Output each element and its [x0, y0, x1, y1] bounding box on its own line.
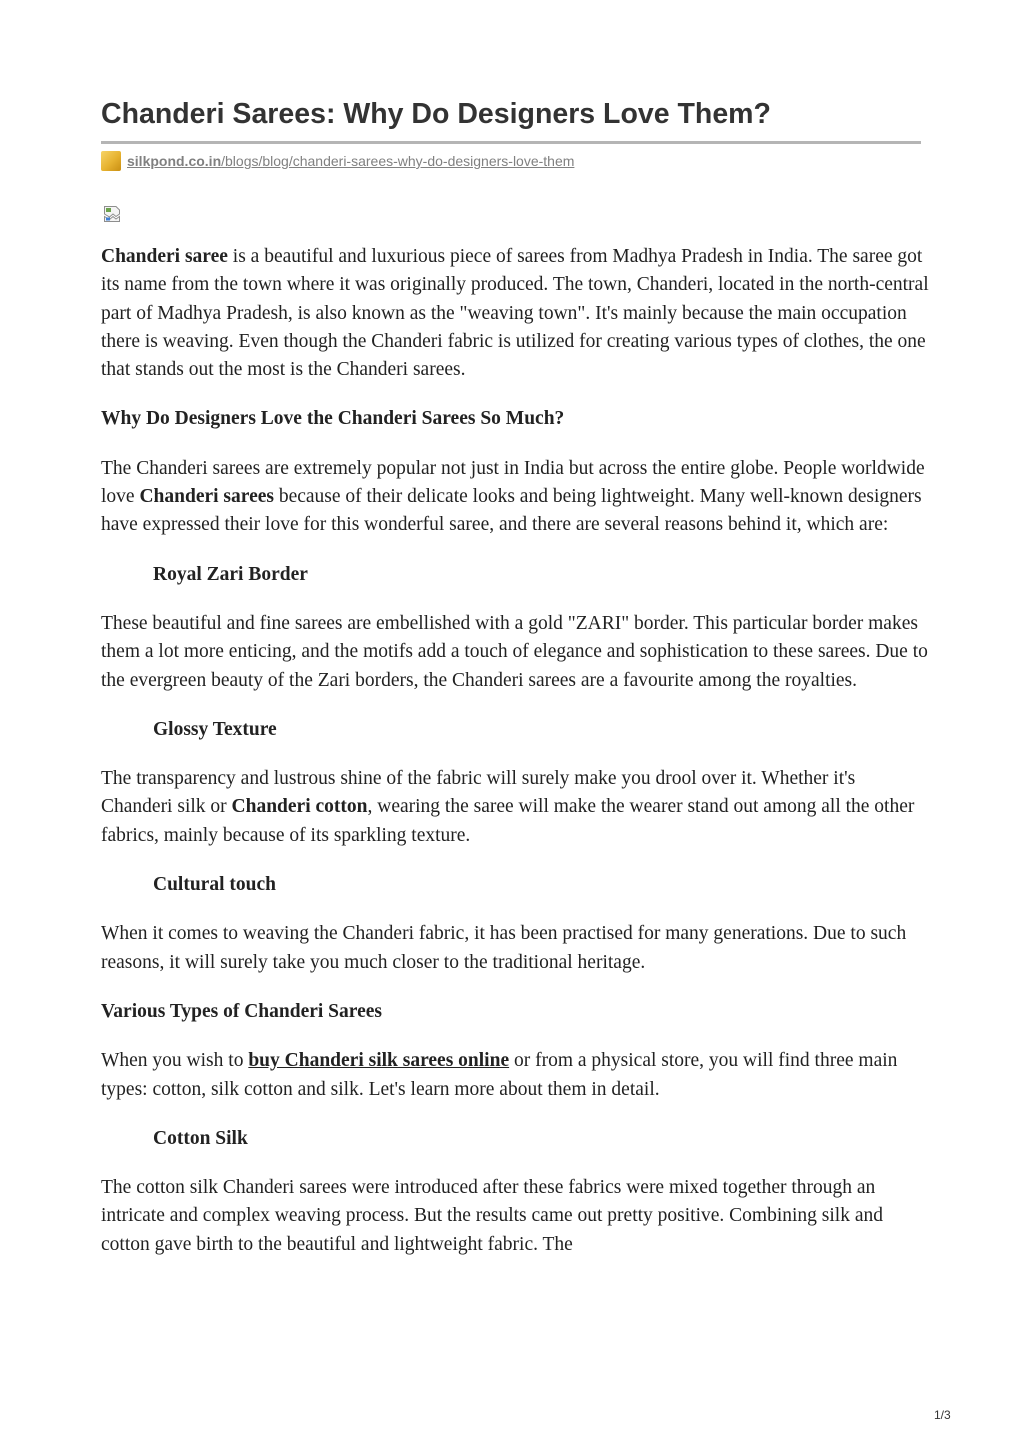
page-number: 1/3	[934, 1408, 951, 1422]
page-title: Chanderi Sarees: Why Do Designers Love Them?	[101, 98, 771, 130]
why-designers-text-b: because of their delicate looks and being lightweight. Many well-known designers have expressed their love for this wonderful saree, and there are several reasons behind it, which are:	[101, 486, 922, 536]
glossy-text-b: , wearing the saree will make the wearer stand out among all the other fabrics, mainly because of its sparkling texture.	[101, 796, 915, 846]
cultural-paragraph: When it comes to weaving the Chanderi fabric, it has been practised for many generations. Due to such reasons, it will surely take you much closer to the traditional heritage.	[101, 923, 907, 973]
zari-paragraph: These beautiful and fine sarees are embellished with a gold "ZARI" border. This particular border makes them a lot more enticing, and the motifs add a touch of elegance and sophistication to these sarees. Due to the evergreen beauty of the Zari borders, the Chanderi sarees are a favourite among the royalties.	[101, 612, 928, 691]
section-heading-types: Various Types of Chanderi Sarees	[101, 1000, 382, 1022]
glossy-bold: Chanderi cotton	[231, 796, 368, 818]
intro-paragraph	[101, 243, 931, 384]
buy-chanderi-link[interactable]: buy Chanderi silk sarees online	[248, 1050, 510, 1072]
types-paragraph	[101, 1047, 931, 1104]
subheading-cultural-touch: Cultural touch	[153, 874, 276, 896]
glossy-paragraph	[101, 765, 931, 850]
cotton-silk-paragraph: The cotton silk Chanderi sarees were introduced after these fabrics were mixed together through an intricate and complex weaving process. But the results came out pretty positive. Combining silk and cotton gave birth to the beautiful and lightweight fabric. The	[101, 1177, 883, 1255]
broken-image-icon	[103, 205, 121, 223]
section-heading-why-designers: Why Do Designers Love the Chanderi Sarees So Much?	[101, 408, 565, 430]
subheading-cotton-silk: Cotton Silk	[153, 1127, 248, 1149]
subheading-royal-zari-border: Royal Zari Border	[153, 563, 308, 585]
source-url	[101, 151, 574, 171]
types-text-b: or from a physical store, you will find three main types: cotton, silk cotton and silk. Let's learn more about them in detail.	[101, 1050, 898, 1100]
source-domain: silkpond.co.in	[127, 153, 222, 169]
article-body	[101, 243, 931, 1280]
site-favicon-icon	[101, 151, 121, 171]
why-designers-text-a: The Chanderi sarees are extremely popular not just in India but across the entire globe. People worldwide love	[101, 457, 925, 508]
title-divider	[101, 141, 921, 144]
source-link[interactable]	[127, 153, 574, 169]
types-text-a: When you wish to	[101, 1050, 249, 1072]
why-designers-bold: Chanderi sarees	[139, 486, 274, 508]
intro-bold: Chanderi saree	[101, 246, 228, 267]
source-path: /blogs/blog/chanderi-sarees-why-do-designers-love-them	[221, 153, 575, 169]
subheading-glossy-texture: Glossy Texture	[153, 718, 277, 740]
why-designers-paragraph	[101, 455, 931, 540]
glossy-text-a: The transparency and lustrous shine of the fabric will surely make you drool over it. Whether it's Chanderi silk or	[101, 768, 856, 818]
intro-text: is a beautiful and luxurious piece of sarees from Madhya Pradesh in India. The saree got its name from the town where it was originally produced. The town, Chanderi, located in the north-central part of Madhya Pradesh, is also known as the "weaving town". It's mainly because the main occupation there is weaving. Even though the Chanderi fabric is utilized for creating various types of clothes, the one that stands out the most is the Chanderi sarees.	[101, 246, 929, 381]
